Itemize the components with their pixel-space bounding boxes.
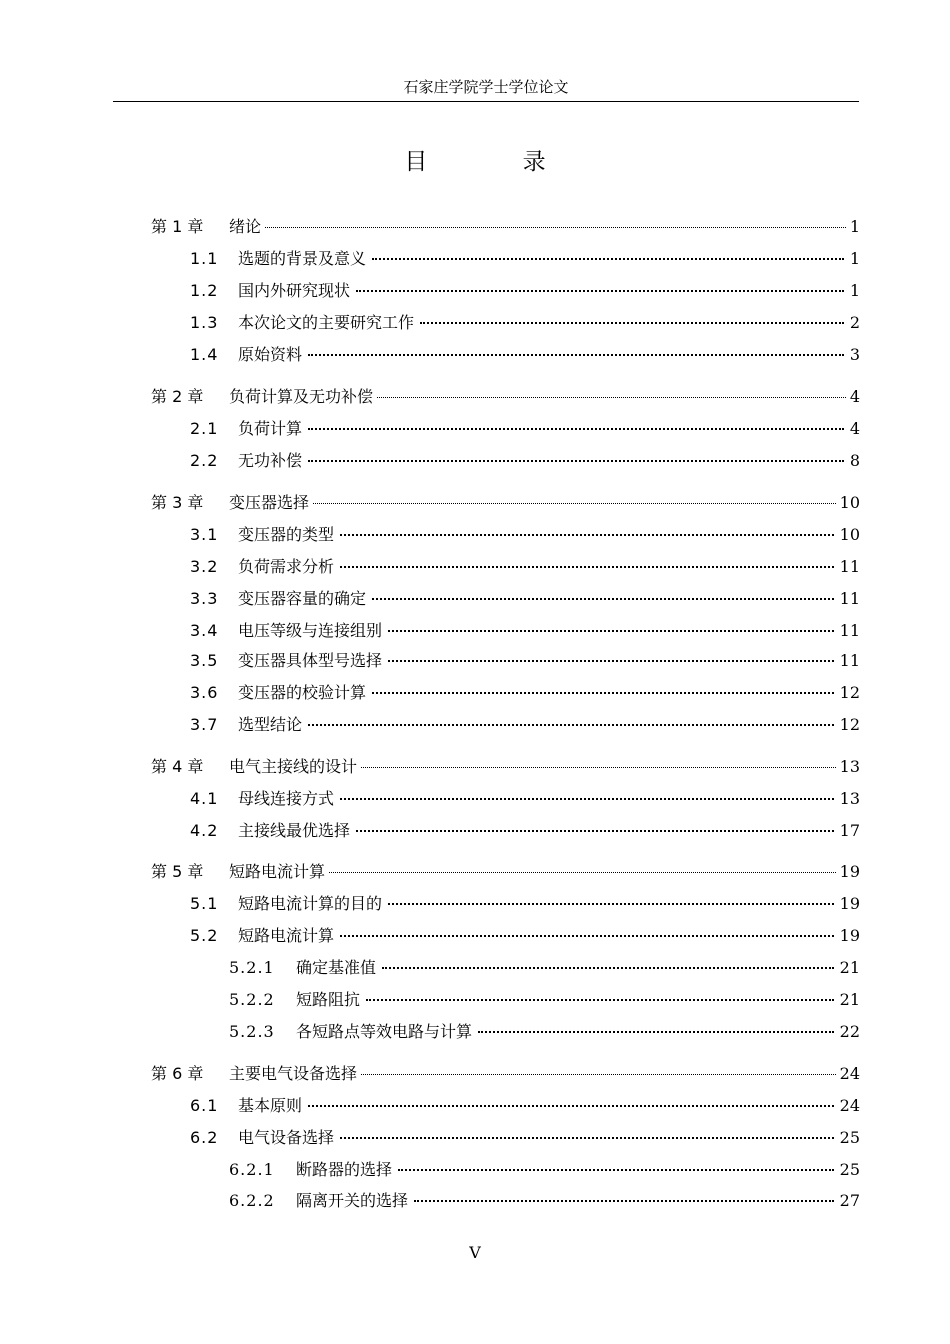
- toc-section-entry[interactable]: [229, 987, 860, 1013]
- toc-entry-number: 1.3: [190, 313, 219, 332]
- toc-dot-leader: [382, 967, 834, 969]
- toc-section-entry[interactable]: [190, 786, 860, 812]
- toc-entry-page: 11: [839, 557, 860, 576]
- toc-dot-leader: [361, 767, 836, 768]
- toc-entry-number: 6.2.1: [229, 1160, 275, 1179]
- toc-entry-title: 各短路点等效电路与计算: [296, 1022, 473, 1041]
- toc-entry-title: 变压器容量的确定: [238, 589, 367, 608]
- toc-entry-title: 绪论: [229, 217, 262, 236]
- toc-entry-number: 5.2.2: [229, 990, 275, 1009]
- toc-chapter-entry[interactable]: [151, 214, 860, 240]
- toc-entry-number: 2.1: [190, 419, 219, 438]
- toc-section-entry[interactable]: [190, 923, 860, 949]
- page-header: 石家庄学院学士学位论文: [403, 78, 569, 96]
- toc-entry-number: 2.2: [190, 451, 219, 470]
- toc-entry-title: 短路阻抗: [296, 990, 361, 1009]
- toc-entry-page: 1: [849, 217, 860, 236]
- toc-entry-page: 3: [849, 345, 860, 364]
- toc-section-entry[interactable]: [190, 416, 860, 442]
- toc-entry-page: 21: [839, 958, 860, 977]
- toc-dot-leader: [308, 1105, 834, 1107]
- toc-entry-number: 第 6 章: [151, 1064, 204, 1083]
- toc-dot-leader: [308, 354, 844, 356]
- toc-chapter-entry[interactable]: [151, 1061, 860, 1087]
- toc-dot-leader: [340, 798, 834, 800]
- toc-chapter-entry[interactable]: [151, 384, 860, 410]
- page-number: V: [469, 1243, 481, 1262]
- toc-section-entry[interactable]: [190, 278, 860, 304]
- toc-entry-page: 4: [849, 387, 860, 406]
- toc-dot-leader: [340, 935, 834, 937]
- toc-section-entry[interactable]: [190, 680, 860, 706]
- toc-entry-title: 原始资料: [238, 345, 303, 364]
- toc-section-entry[interactable]: [190, 1093, 860, 1119]
- toc-dot-leader: [478, 1031, 834, 1033]
- toc-entry-title: 负荷需求分析: [238, 557, 335, 576]
- toc-entry-title: 短路电流计算: [229, 862, 326, 881]
- toc-dot-leader: [265, 227, 846, 228]
- toc-entry-title: 基本原则: [238, 1096, 303, 1115]
- toc-dot-leader: [356, 830, 834, 832]
- toc-entry-title: 电气设备选择: [238, 1128, 335, 1147]
- toc-entry-page: 10: [839, 493, 860, 512]
- toc-dot-leader: [308, 460, 844, 462]
- toc-section-entry[interactable]: [190, 1125, 860, 1151]
- toc-entry-number: 4.2: [190, 821, 219, 840]
- toc-entry-number: 5.2.1: [229, 958, 275, 977]
- toc-dot-leader: [366, 999, 834, 1001]
- toc-entry-page: 10: [839, 525, 860, 544]
- toc-dot-leader: [329, 872, 836, 873]
- toc-entry-title: 负荷计算及无功补偿: [229, 387, 374, 406]
- toc-entry-number: 第 2 章: [151, 387, 204, 406]
- toc-entry-number: 3.2: [190, 557, 219, 576]
- toc-entry-title: 变压器的类型: [238, 525, 335, 544]
- toc-entry-page: 21: [839, 990, 860, 1009]
- toc-section-entry[interactable]: [190, 586, 860, 612]
- toc-dot-leader: [361, 1074, 836, 1075]
- toc-entry-page: 13: [839, 757, 860, 776]
- toc-entry-title: 无功补偿: [238, 451, 303, 470]
- toc-chapter-entry[interactable]: [151, 754, 860, 780]
- toc-section-entry[interactable]: [190, 522, 860, 548]
- toc-entry-number: 1.4: [190, 345, 219, 364]
- toc-entry-page: 1: [849, 249, 860, 268]
- toc-entry-page: 1: [849, 281, 860, 300]
- toc-entry-page: 11: [839, 621, 860, 640]
- toc-entry-number: 6.2.2: [229, 1191, 275, 1210]
- toc-entry-number: 第 4 章: [151, 757, 204, 776]
- toc-dot-leader: [340, 534, 834, 536]
- toc-entry-number: 第 5 章: [151, 862, 204, 881]
- toc-entry-title: 隔离开关的选择: [296, 1191, 409, 1210]
- toc-entry-title: 选题的背景及意义: [238, 249, 367, 268]
- toc-entry-page: 24: [839, 1064, 860, 1083]
- toc-section-entry[interactable]: [190, 712, 860, 738]
- toc-entry-title: 短路电流计算: [238, 926, 335, 945]
- toc-entry-page: 25: [839, 1128, 860, 1147]
- toc-entry-title: 变压器具体型号选择: [238, 651, 383, 670]
- toc-entry-title: 变压器的校验计算: [238, 683, 367, 702]
- toc-dot-leader: [308, 724, 834, 726]
- toc-section-entry[interactable]: [229, 1157, 860, 1183]
- toc-dot-leader: [340, 1137, 834, 1139]
- toc-entry-title: 短路电流计算的目的: [238, 894, 383, 913]
- toc-entry-number: 3.7: [190, 715, 219, 734]
- toc-entry-number: 3.4: [190, 621, 219, 640]
- toc-entry-number: 5.2.3: [229, 1022, 275, 1041]
- toc-section-entry[interactable]: [190, 818, 860, 844]
- toc-dot-leader: [356, 290, 844, 292]
- toc-dot-leader: [372, 692, 834, 694]
- toc-title: 目 录: [404, 149, 590, 175]
- toc-dot-leader: [377, 397, 846, 398]
- toc-entry-title: 电压等级与连接组别: [238, 621, 383, 640]
- toc-entry-page: 2: [849, 313, 860, 332]
- toc-dot-leader: [388, 903, 834, 905]
- toc-entry-number: 3.6: [190, 683, 219, 702]
- toc-section-entry[interactable]: [190, 891, 860, 917]
- toc-section-entry[interactable]: [190, 648, 860, 674]
- toc-section-entry[interactable]: [190, 246, 860, 272]
- toc-dot-leader: [308, 428, 844, 430]
- toc-entry-number: 1.1: [190, 249, 219, 268]
- toc-entry-title: 国内外研究现状: [238, 281, 351, 300]
- toc-entry-page: 13: [839, 789, 860, 808]
- toc-section-entry[interactable]: [190, 554, 860, 580]
- toc-entry-number: 6.1: [190, 1096, 219, 1115]
- toc-entry-title: 变压器选择: [229, 493, 310, 512]
- toc-dot-leader: [372, 598, 834, 600]
- toc-section-entry[interactable]: [229, 955, 860, 981]
- toc-entry-title: 电气主接线的设计: [229, 757, 358, 776]
- toc-dot-leader: [340, 566, 834, 568]
- toc-entry-page: 12: [839, 715, 860, 734]
- toc-chapter-entry[interactable]: [151, 859, 860, 885]
- toc-entry-title: 断路器的选择: [296, 1160, 393, 1179]
- toc-entry-title: 主要电气设备选择: [229, 1064, 358, 1083]
- toc-section-entry[interactable]: [229, 1188, 860, 1214]
- toc-entry-page: 19: [839, 862, 860, 881]
- toc-entry-title: 确定基准值: [296, 958, 377, 977]
- toc-entry-page: 4: [849, 419, 860, 438]
- toc-entry-number: 5.2: [190, 926, 219, 945]
- toc-entry-page: 27: [839, 1191, 860, 1210]
- toc-entry-page: 25: [839, 1160, 860, 1179]
- toc-chapter-entry[interactable]: [151, 490, 860, 516]
- toc-entry-number: 3.1: [190, 525, 219, 544]
- toc-entry-page: 19: [839, 926, 860, 945]
- toc-entry-title: 本次论文的主要研究工作: [238, 313, 415, 332]
- toc-dot-leader: [372, 258, 844, 260]
- toc-entry-title: 选型结论: [238, 715, 303, 734]
- toc-entry-page: 22: [839, 1022, 860, 1041]
- toc-entry-number: 第 3 章: [151, 493, 204, 512]
- toc-dot-leader: [313, 503, 836, 504]
- toc-entry-title: 负荷计算: [238, 419, 303, 438]
- toc-section-entry[interactable]: [229, 1019, 860, 1045]
- toc-section-entry[interactable]: [190, 342, 860, 368]
- toc-section-entry[interactable]: [190, 310, 860, 336]
- toc-entry-number: 3.3: [190, 589, 219, 608]
- toc-entry-page: 17: [839, 821, 860, 840]
- toc-dot-leader: [420, 322, 844, 324]
- toc-entry-number: 5.1: [190, 894, 219, 913]
- toc-entry-title: 主接线最优选择: [238, 821, 351, 840]
- toc-dot-leader: [388, 630, 834, 632]
- toc-entry-number: 3.5: [190, 651, 219, 670]
- toc-dot-leader: [398, 1169, 834, 1171]
- toc-entry-number: 4.1: [190, 789, 219, 808]
- toc-section-entry[interactable]: [190, 448, 860, 474]
- toc-dot-leader: [414, 1200, 834, 1202]
- toc-entry-page: 11: [839, 589, 860, 608]
- toc-entry-page: 24: [839, 1096, 860, 1115]
- toc-entry-page: 19: [839, 894, 860, 913]
- toc-section-entry[interactable]: [190, 618, 860, 644]
- toc-entry-page: 12: [839, 683, 860, 702]
- toc-entry-page: 11: [839, 651, 860, 670]
- toc-entry-number: 1.2: [190, 281, 219, 300]
- toc-dot-leader: [388, 660, 834, 662]
- toc-entry-number: 第 1 章: [151, 217, 204, 236]
- toc-entry-page: 8: [849, 451, 860, 470]
- toc-entry-title: 母线连接方式: [238, 789, 335, 808]
- toc-entry-number: 6.2: [190, 1128, 219, 1147]
